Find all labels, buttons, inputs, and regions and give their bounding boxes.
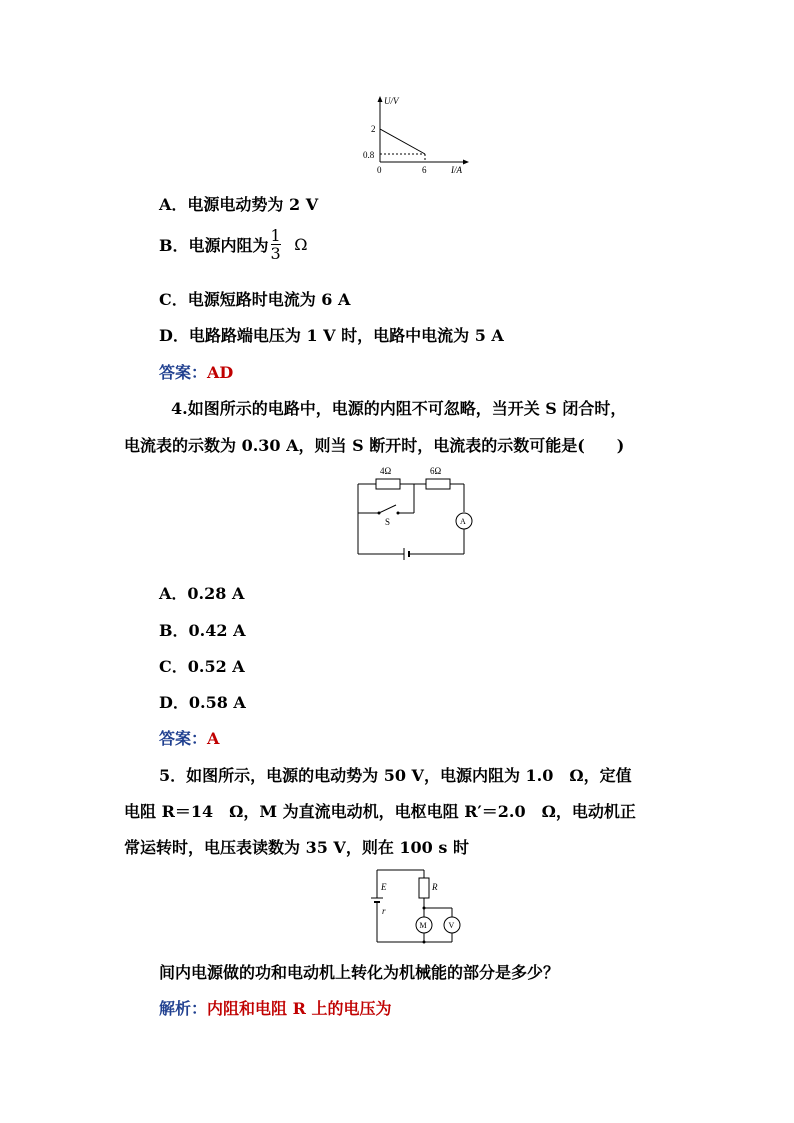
- q5-stem-line2: 电阻 R＝14 Ω，M 为直流电动机，电枢电阻 R′＝2.0 Ω，电动机正: [124, 802, 636, 821]
- q5-circuit-diagram: [360, 864, 470, 948]
- answer-value: A: [207, 729, 220, 748]
- u-i-line: [380, 129, 425, 154]
- x-tick-6: 6: [422, 165, 427, 175]
- y-tick-0.8: 0.8: [363, 150, 375, 160]
- voltmeter-label: V: [448, 921, 455, 930]
- answer-label: 答案：: [159, 729, 208, 748]
- y-axis-label: U/V: [384, 96, 399, 106]
- switch-s: [379, 505, 396, 513]
- q3-option-b-text: B．电源内阻为: [159, 236, 269, 255]
- q3-option-b: [159, 227, 308, 262]
- q3-answer: [159, 360, 233, 383]
- r2-label: 6Ω: [430, 466, 442, 476]
- fraction-numerator: 1: [270, 226, 281, 245]
- fraction-denominator: 3: [270, 244, 281, 263]
- origin-label: 0: [377, 165, 382, 175]
- q5-stem-line1: 5．如图所示，电源的电动势为 50 V，电源内阻为 1.0 Ω，定值: [159, 766, 632, 785]
- analysis-text: 内阻和电阻 R 上的电压为: [207, 999, 392, 1018]
- y-tick-2: 2: [371, 124, 376, 134]
- emf-label: E: [381, 882, 387, 892]
- q5-stem-line3: 常运转时，电压表读数为 35 V，则在 100 s 时: [124, 838, 469, 857]
- fraction-one-third: [271, 227, 281, 262]
- resistor-r: [419, 878, 429, 898]
- q4-option-d: D．0.58 A: [159, 693, 246, 712]
- internal-resistance-label: r: [382, 906, 386, 916]
- resistor-label: R: [432, 882, 438, 892]
- u-i-graph: [355, 92, 475, 178]
- ammeter-label: A: [460, 517, 466, 526]
- resistor-4ohm: [376, 479, 400, 489]
- q4-stem-line1: 4.如图所示的电路中，电源的内阻不可忽略，当开关 S 闭合时，: [171, 399, 627, 418]
- answer-value: AD: [207, 363, 234, 382]
- q4-stem-line2: 电流表的示数为 0.30 A，则当 S 断开时，电流表的示数可能是( ): [124, 436, 625, 455]
- q3-option-c: C．电源短路时电流为 6 A: [159, 290, 351, 309]
- q3-option-a: A．电源电动势为 2 V: [159, 195, 319, 214]
- q4-circuit-diagram: [350, 462, 480, 566]
- motor-label: M: [419, 921, 427, 930]
- q4-option-a: A．0.28 A: [159, 584, 245, 603]
- answer-label: 答案：: [159, 363, 208, 382]
- q3-option-d: D．电路路端电压为 1 V 时，电路中电流为 5 A: [159, 326, 504, 345]
- resistor-6ohm: [426, 479, 450, 489]
- q3-option-b-unit: Ω: [294, 235, 308, 254]
- q4-answer: [159, 726, 219, 749]
- q4-option-b: B．0.42 A: [159, 621, 246, 640]
- analysis-label: 解析：: [159, 999, 208, 1018]
- x-axis-label: I/A: [451, 165, 462, 175]
- q4-option-c: C．0.52 A: [159, 657, 245, 676]
- switch-label: S: [385, 517, 391, 527]
- q5-stem-line4: 间内电源做的功和电动机上转化为机械能的部分是多少？: [159, 963, 560, 982]
- q5-analysis: [159, 996, 391, 1019]
- r1-label: 4Ω: [380, 466, 392, 476]
